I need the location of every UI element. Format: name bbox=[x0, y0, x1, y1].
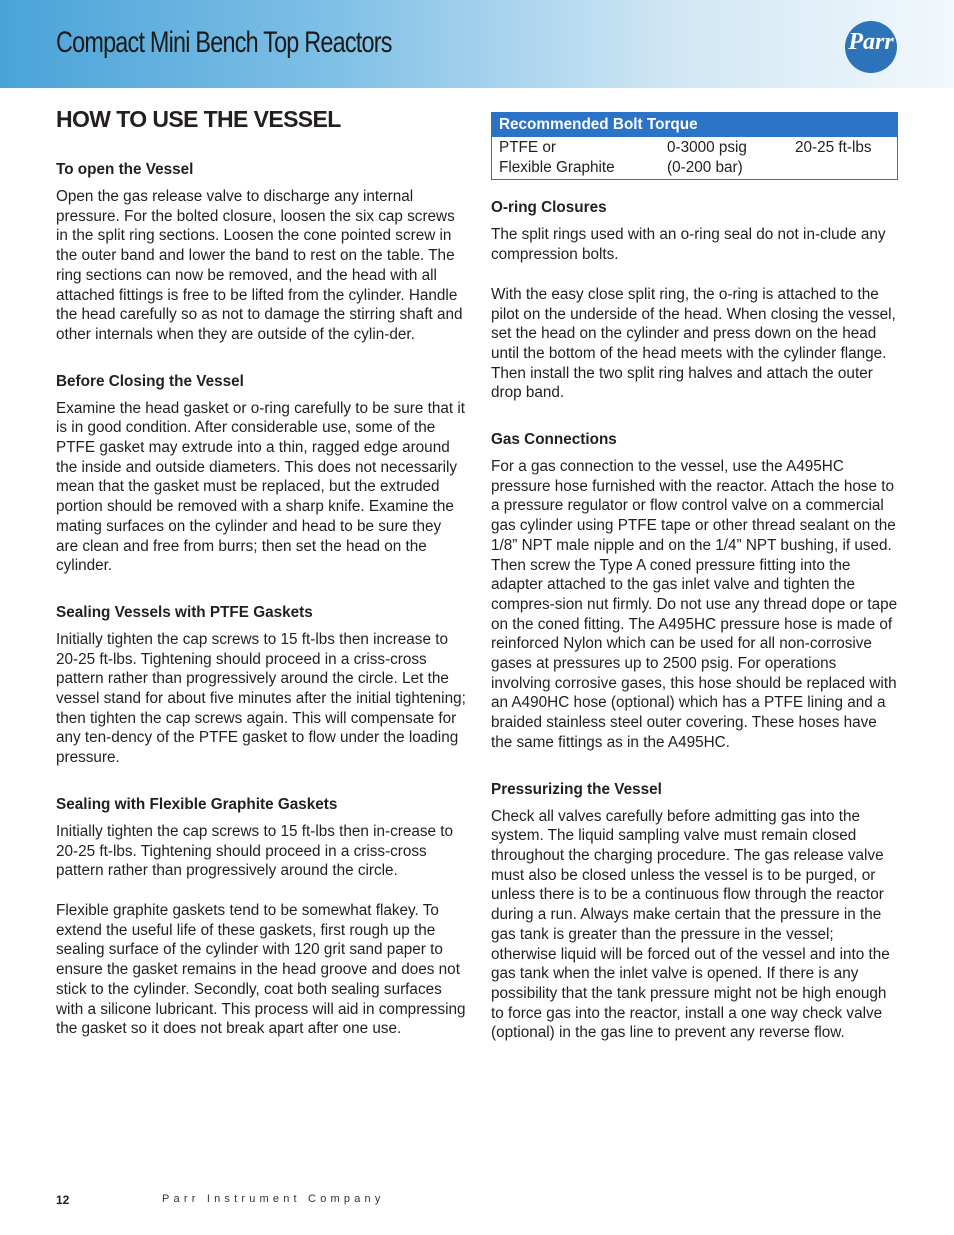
section-title-oring: O-ring Closures bbox=[491, 199, 607, 217]
page-number: 12 bbox=[56, 1193, 70, 1207]
section-text-before-closing: Examine the head gasket or o-ring carefully to be sure that it is in good condition. After considerable use, some of the PTFE gasket may extrude into a thin, ragged edge around the inside and outside diameters. This does not necessarily mean that the gasket must be replaced, but the extruded portion should be removed with a sharp knife. Examine the mating surfaces on the cylinder and head to be sure they are clean and free from burrs; then set the head on the cylinder. bbox=[56, 399, 465, 575]
section-title-before-closing: Before Closing the Vessel bbox=[56, 372, 244, 390]
table-header: Recommended Bolt Torque bbox=[492, 113, 897, 137]
section-title-open: To open the Vessel bbox=[56, 161, 194, 178]
section-text-pressurizing: Check all valves carefully before admitting gas into the system. The liquid sampling valve must remain closed throughout the charging procedure. The gas release valve must also be closed unless the vessel is to be purged, or unless there is to be a continuous flow through the reactor during a run. Always make certain that the pressure in the gas tank is greater than the pressure in the vessel; otherwise liquid will be forced out of the vessel and into the gas tank when the inlet valve is opened. If there is any possibility that the tank pressure might not be high enough to force gas into the reactor, install a one way check valve (optional) in the gas line to prevent any reverse flow. bbox=[491, 807, 890, 1042]
section-title-gas: Gas Connections bbox=[491, 431, 617, 449]
footer-company: Parr Instrument Company bbox=[162, 1193, 385, 1205]
section-text-graphite-1: Initially tighten the cap screws to 15 ft-lbs then in-crease to 20-25 ft-lbs. Tightening should proceed in a criss-cross pattern rather than progressively around the circle. bbox=[56, 822, 454, 880]
section-title-graphite: Sealing with Flexible Graphite Gaskets bbox=[56, 795, 338, 813]
left-column bbox=[56, 104, 466, 1039]
logo-text: Parr bbox=[848, 29, 894, 55]
right-column bbox=[491, 112, 898, 1043]
parr-logo bbox=[845, 21, 897, 73]
table-row bbox=[492, 137, 897, 179]
section-text-oring-1: The split rings used with an o-ring seal do not in-clude any compression bolts. bbox=[491, 226, 886, 264]
section-title-ptfe: Sealing Vessels with PTFE Gaskets bbox=[56, 603, 313, 621]
page-header bbox=[0, 0, 954, 88]
section-title-pressurizing: Pressurizing the Vessel bbox=[491, 780, 662, 798]
header-title: Compact Mini Bench Top Reactors bbox=[56, 26, 392, 59]
table-cell-pressure: 0-3000 psig (0-200 bar) bbox=[667, 139, 747, 176]
section-text-oring-2: With the easy close split ring, the o-ring is attached to the pilot on the underside of the head. When closing the vessel, set the head on the cylinder and press down on the head until the bottom of the head meets with the cylinder flange. Then install the two split ring halves and attach the outer drop band. bbox=[491, 285, 896, 402]
bolt-torque-table bbox=[491, 112, 898, 180]
table-cell-material: PTFE or Flexible Graphite bbox=[499, 139, 615, 176]
table-cell-torque: 20-25 ft-lbs bbox=[795, 139, 872, 156]
section-text-open: Open the gas release valve to discharge any internal pressure. For the bolted closure, loosen the six cap screws in the split ring sections. Loosen the cone pointed screw in the outer band and lower the band to rest on the table. The ring sections can now be removed, and the head with all attached fittings is free to be lifted from the cylinder. Handle the head carefully so as not to damage the stirring shaft and other internals when they are outside of the cylin-der. bbox=[56, 188, 463, 343]
page-heading: HOW TO USE THE VESSEL bbox=[56, 106, 341, 132]
section-text-gas: For a gas connection to the vessel, use the A495HC pressure hose furnished with the reactor. Attach the hose to a pressure regulator or flow control valve on a commercial gas cylinder using PTFE tape or other thread sealant on the 1/8” NPT male nipple and on the 1/4” NPT bushing, if used. Then screw the Type A coned pressure fitting into the adapter attached to the gas inlet valve and tighten the compres-sion nut firmly. Do not use any thread dope or tape on the coned fitting. The A495HC pressure hose is made of reinforced Nylon which can be used for all non-corrosive gases at pressures up to 2500 psig. For operations involving corrosive gases, this hose should be replaced with an A490HC hose (optional) which has a PTFE lining and a braided stainless steel outer covering. These hoses have the same fittings as in the A495HC. bbox=[491, 458, 898, 751]
section-text-graphite-2: Flexible graphite gaskets tend to be somewhat flakey. To extend the useful life of these gaskets, first rough up the sealing surface of the cylinder with 120 grit sand paper to ensure the gasket remains in the head groove and does not stick to the cylinder. Secondly, coat both sealing surfaces with a silicone lubricant. This process will aid in compressing the gasket so it does not break apart after one use. bbox=[56, 901, 466, 1038]
section-text-ptfe: Initially tighten the cap screws to 15 ft-lbs then increase to 20-25 ft-lbs. Tightening should proceed in a criss-cross pattern rather than progressively around the circle. Let the vessel stand for about five minutes after the initial tightening; then tighten the cap screws again. This will compensate for any ten-dency of the PTFE gasket to flow under the loading pressure. bbox=[56, 630, 466, 767]
